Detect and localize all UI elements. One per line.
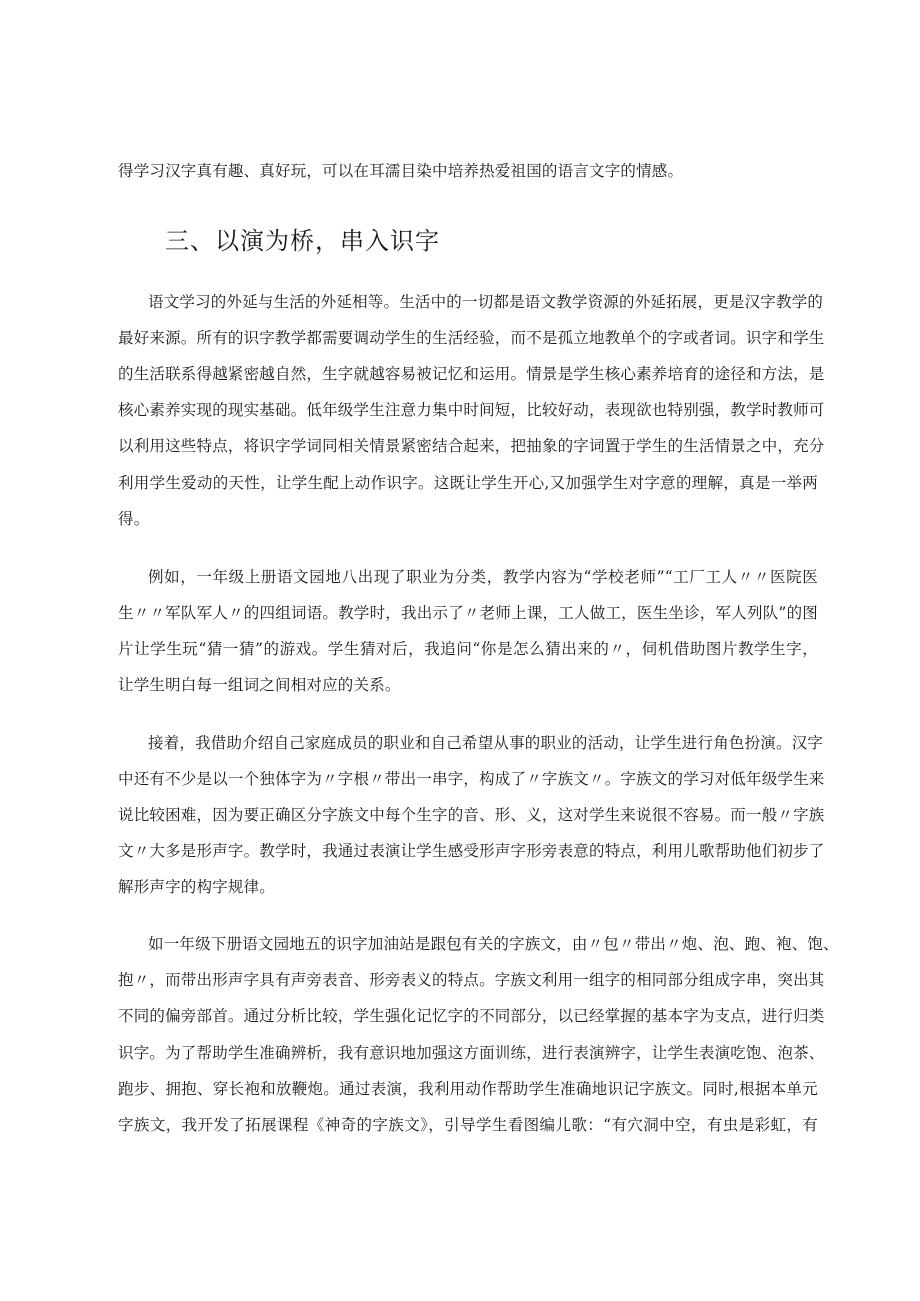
paragraph-line: 中还有不少是以一个独体字为〃字根〃带出一串字，构成了〃字族文〃。字族文的学习对低年级学生来	[118, 770, 825, 788]
paragraph-line: 识字。为了帮助学生准确辨析，我有意识地加强这方面训练，进行表演辨字，让学生表演吃饱、泡茶、	[118, 1044, 825, 1062]
paragraph-line: 例如，一年级上册语文园地八出现了职业为分类，教学内容为“学校老师”“工厂工人〃〃医院医	[148, 568, 818, 586]
paragraph-line: 文〃大多是形声字。教学时，我通过表演让学生感受形声字形旁表意的特点，利用儿歌帮助他们初步了	[118, 842, 825, 860]
paragraph-line: 生〃〃军队军人〃的四组词语。教学时，我出示了〃老师上课，工人做工，医生坐诊，军人列队”的图	[118, 604, 818, 622]
section-heading: 三、以演为桥，串入识字	[165, 227, 440, 255]
paragraph-line: 得。	[118, 510, 150, 528]
paragraph-line: 跑步、拥抱、穿长袍和放鞭炮。通过表演，我利用动作帮助学生准确地识记字族文。同时,根据本单元	[118, 1080, 818, 1098]
paragraph-line: 字族文，我开发了拓展课程《神奇的字族文》，引导学生看图编儿歌：“有穴洞中空，有虫是彩虹，有	[118, 1116, 818, 1134]
paragraph-line: 利用学生爱动的天性，让学生配上动作识字。这既让学生开心,又加强学生对字意的理解，真是一举两	[118, 474, 818, 492]
paragraph-line: 说比较困难，因为要正确区分字族文中每个生字的音、形、义，这对学生来说很不容易。而一般〃字族	[118, 806, 825, 824]
paragraph-line: 解形声字的构字规律。	[118, 878, 276, 896]
paragraph-line: 语文学习的外延与生活的外延相等。生活中的一切都是语文教学资源的外延拓展，更是汉字教学的	[148, 293, 824, 311]
paragraph-line: 如一年级下册语文园地五的识字加油站是跟包有关的字族文，由〃包〃带出〃炮、泡、跑、袍、饱、	[148, 935, 839, 953]
intro-line: 得学习汉字真有趣、真好玩，可以在耳濡目染中培养热爱祖国的语言文字的情感。	[118, 162, 684, 180]
paragraph-line: 核心素养实现的现实基础。低年级学生注意力集中时间短，比较好动，表现欲也特别强，教学时教师可	[118, 401, 825, 419]
paragraph-line: 片让学生玩“猜一猜”的游戏。学生猜对后，我追问“你是怎么猜出来的〃，伺机借助图片教学生字，	[118, 640, 818, 658]
paragraph-line: 以利用这些特点，将识字学词同相关情景紧密结合起来，把抽象的字词置于学生的生活情景之中，充分	[118, 437, 825, 455]
paragraph-line: 接着，我借助介绍自己家庭成员的职业和自己希望从事的职业的活动，让学生进行角色扮演。汉字	[148, 734, 824, 752]
paragraph-line: 不同的偏旁部首。通过分析比较，学生强化记忆字的不同部分，以已经掌握的基本字为支点，进行归类	[118, 1007, 825, 1025]
paragraph-line: 抱〃，而带出形声字具有声旁表音、形旁表义的特点。字族文利用一组字的相同部分组成字串，突出其	[118, 971, 825, 989]
paragraph-line: 最好来源。所有的识字教学都需要调动学生的生活经验，而不是孤立地教单个的字或者词。识字和学生	[118, 329, 825, 347]
paragraph-line: 让学生明白每一组词之间相对应的关系。	[118, 676, 401, 694]
paragraph-line: 的生活联系得越紧密越自然，生字就越容易被记忆和运用。情景是学生核心素养培育的途径和方法，是	[118, 365, 825, 383]
